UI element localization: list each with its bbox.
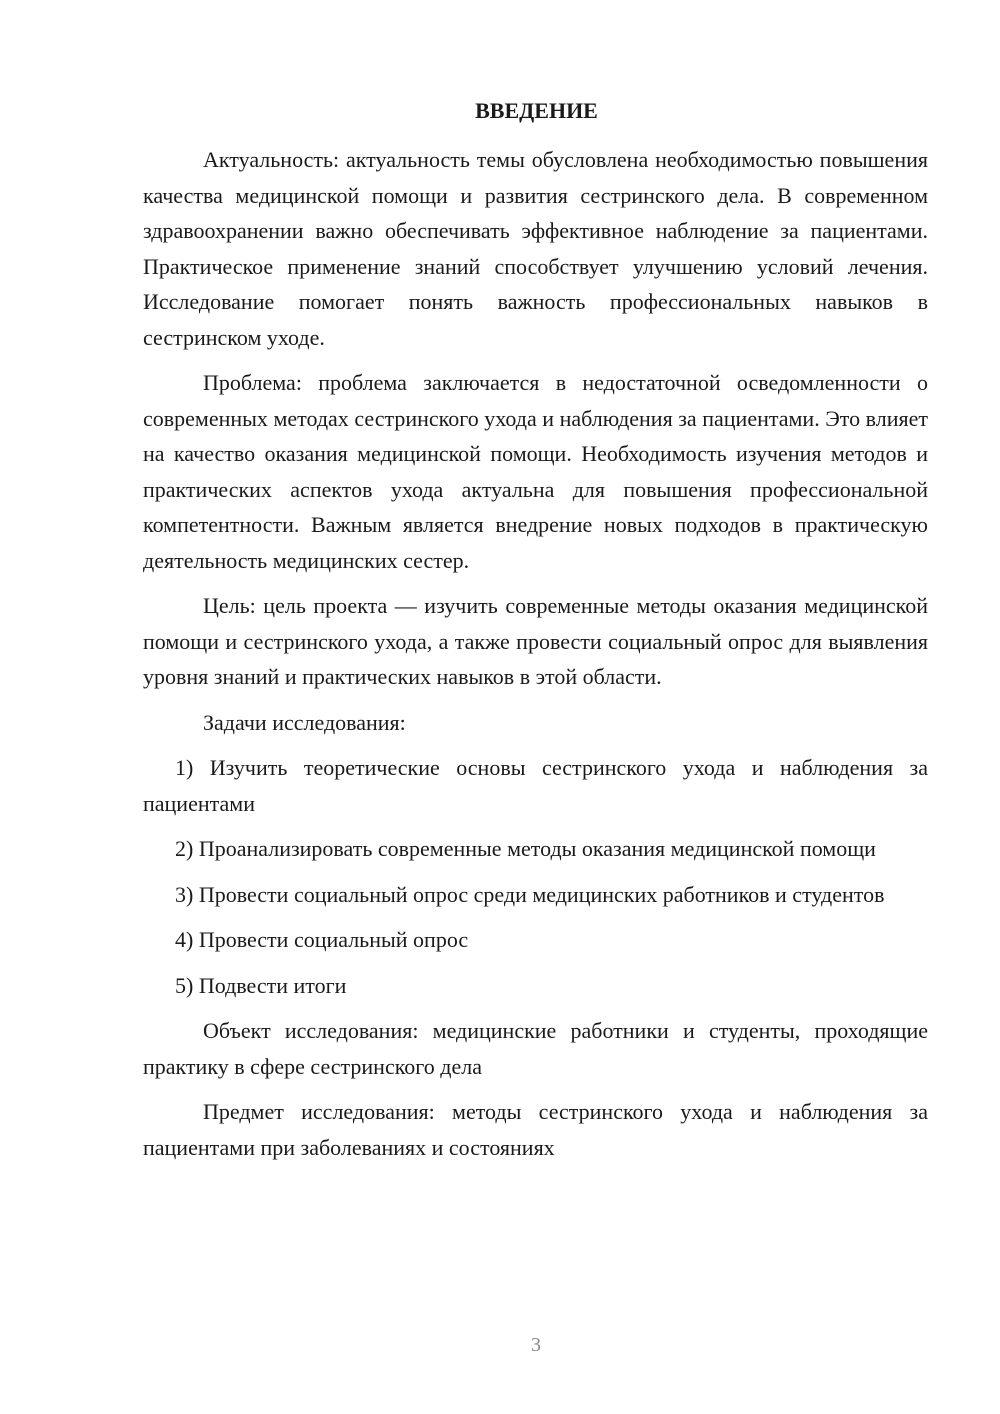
tasks-title: Задачи исследования: — [203, 709, 406, 735]
task-item: 2) Проанализировать современные методы оказания медицинской помощи — [175, 836, 876, 861]
task-item: 4) Провести социальный опрос — [175, 927, 469, 952]
task-item: 1) Изучить теоретические основы сестринского ухода и наблюдения за пациентами — [143, 755, 928, 816]
section-heading: ВВЕДЕНИЕ — [475, 98, 598, 123]
subject-paragraph: Предмет исследования: методы сестринского ухода и наблюдения за пациентами при заболеваниях и состояниях — [143, 1099, 928, 1160]
page-content — [143, 96, 928, 1175]
task-item: 3) Провести социальный опрос среди медицинских работников и студентов — [175, 881, 885, 907]
goal-paragraph: Цель: цель проекта — изучить современные методы оказания медицинской помощи и сестринского ухода, а также провести социальный опрос для выявления уровня знаний и практических навыков в этой области. — [143, 593, 928, 689]
problem-paragraph: Проблема: проблема заключается в недостаточной осведомленности о современных методах сестринского ухода и наблюдения за пациентами. Это влияет на качество оказания медицинской помощи. Необходимость изучения методов и практических аспектов ухода актуальна для повышения профессиональной компетентности. Важным является внедрение новых подходов в практическую деятельность медицинских сестер. — [143, 370, 928, 573]
object-paragraph: Объект исследования: медицинские работники и студенты, проходящие практику в сфере сестринского дела — [143, 1018, 928, 1079]
relevance-paragraph: Актуальность: актуальность темы обусловлена необходимостью повышения качества медицинской помощи и развития сестринского дела. В современном здравоохранении важно обеспечивать эффективное наблюдение за пациентами. Практическое применение знаний способствует улучшению условий лечения. Исследование помогает понять важность профессиональных навыков в сестринском уходе. — [143, 147, 928, 350]
page-number: 3 — [531, 1334, 541, 1356]
task-item: 5) Подвести итоги — [175, 972, 347, 998]
